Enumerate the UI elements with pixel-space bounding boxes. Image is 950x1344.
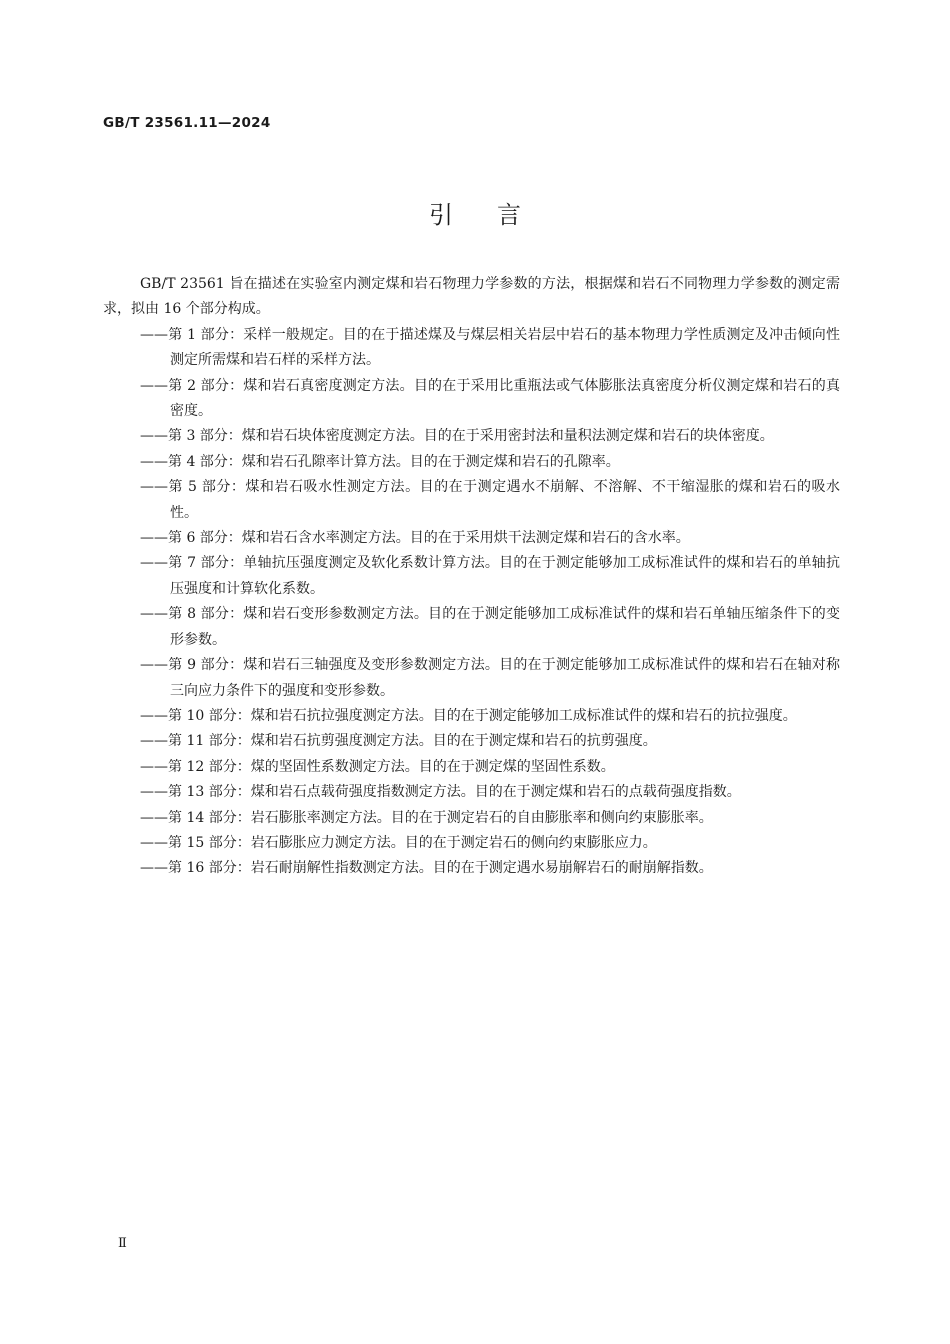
list-item: ——第 14 部分：岩石膨胀率测定方法。目的在于测定岩石的自由膨胀率和侧向约束膨胀率。 xyxy=(140,809,713,826)
list-item: ——第 2 部分：煤和岩石真密度测定方法。目的在于采用比重瓶法或气体膨胀法真密度分析仪测定煤和岩石的真密度。 xyxy=(140,377,840,420)
list-item: ——第 11 部分：煤和岩石抗剪强度测定方法。目的在于测定煤和岩石的抗剪强度。 xyxy=(140,733,657,750)
list-item: ——第 16 部分：岩石耐崩解性指数测定方法。目的在于测定遇水易崩解岩石的耐崩解指数。 xyxy=(140,860,713,877)
list-item: ——第 7 部分：单轴抗压强度测定及软化系数计算方法。目的在于测定能够加工成标准试件的煤和岩石的单轴抗压强度和计算软化系数。 xyxy=(140,555,840,597)
list-item: ——第 15 部分：岩石膨胀应力测定方法。目的在于测定岩石的侧向约束膨胀应力。 xyxy=(140,834,657,851)
list-item: ——第 3 部分：煤和岩石块体密度测定方法。目的在于采用密封法和量积法测定煤和岩石的块体密度。 xyxy=(140,428,774,445)
list-item: ——第 9 部分：煤和岩石三轴强度及变形参数测定方法。目的在于测定能够加工成标准试件的煤和岩石在轴对称三向应力条件下的强度和变形参数。 xyxy=(140,657,840,699)
list-item: ——第 10 部分：煤和岩石抗拉强度测定方法。目的在于测定能够加工成标准试件的煤和岩石的抗拉强度。 xyxy=(140,707,797,724)
page-title: 引言 xyxy=(429,201,565,229)
list-item: ——第 12 部分：煤的坚固性系数测定方法。目的在于测定煤的坚固性系数。 xyxy=(140,758,615,775)
list-item: ——第 13 部分：煤和岩石点载荷强度指数测定方法。目的在于测定煤和岩石的点载荷强度指数。 xyxy=(140,784,741,801)
list-item: ——第 1 部分：采样一般规定。目的在于描述煤及与煤层相关岩层中岩石的基本物理力学性质测定及冲击倾向性测定所需煤和岩石样的采样方法。 xyxy=(140,326,840,369)
main-content xyxy=(103,272,840,882)
intro-paragraph: GB/T 23561 旨在描述在实验室内测定煤和岩石物理力学参数的方法，根据煤和岩石不同物理力学参数的测定需求，拟由 16 个部分构成。 xyxy=(103,276,840,318)
standard-code: GB/T 23561.11—2024 xyxy=(103,115,271,131)
list-item: ——第 5 部分：煤和岩石吸水性测定方法。目的在于测定遇水不崩解、不溶解、不干缩湿胀的煤和岩石的吸水性。 xyxy=(140,479,840,521)
parts-list xyxy=(103,323,840,882)
list-item: ——第 4 部分：煤和岩石孔隙率计算方法。目的在于测定煤和岩石的孔隙率。 xyxy=(140,453,620,470)
list-item: ——第 6 部分：煤和岩石含水率测定方法。目的在于采用烘干法测定煤和岩石的含水率。 xyxy=(140,530,690,547)
page-number: Ⅱ xyxy=(118,1236,127,1251)
list-item: ——第 8 部分：煤和岩石变形参数测定方法。目的在于测定能够加工成标准试件的煤和岩石单轴压缩条件下的变形参数。 xyxy=(140,606,840,648)
